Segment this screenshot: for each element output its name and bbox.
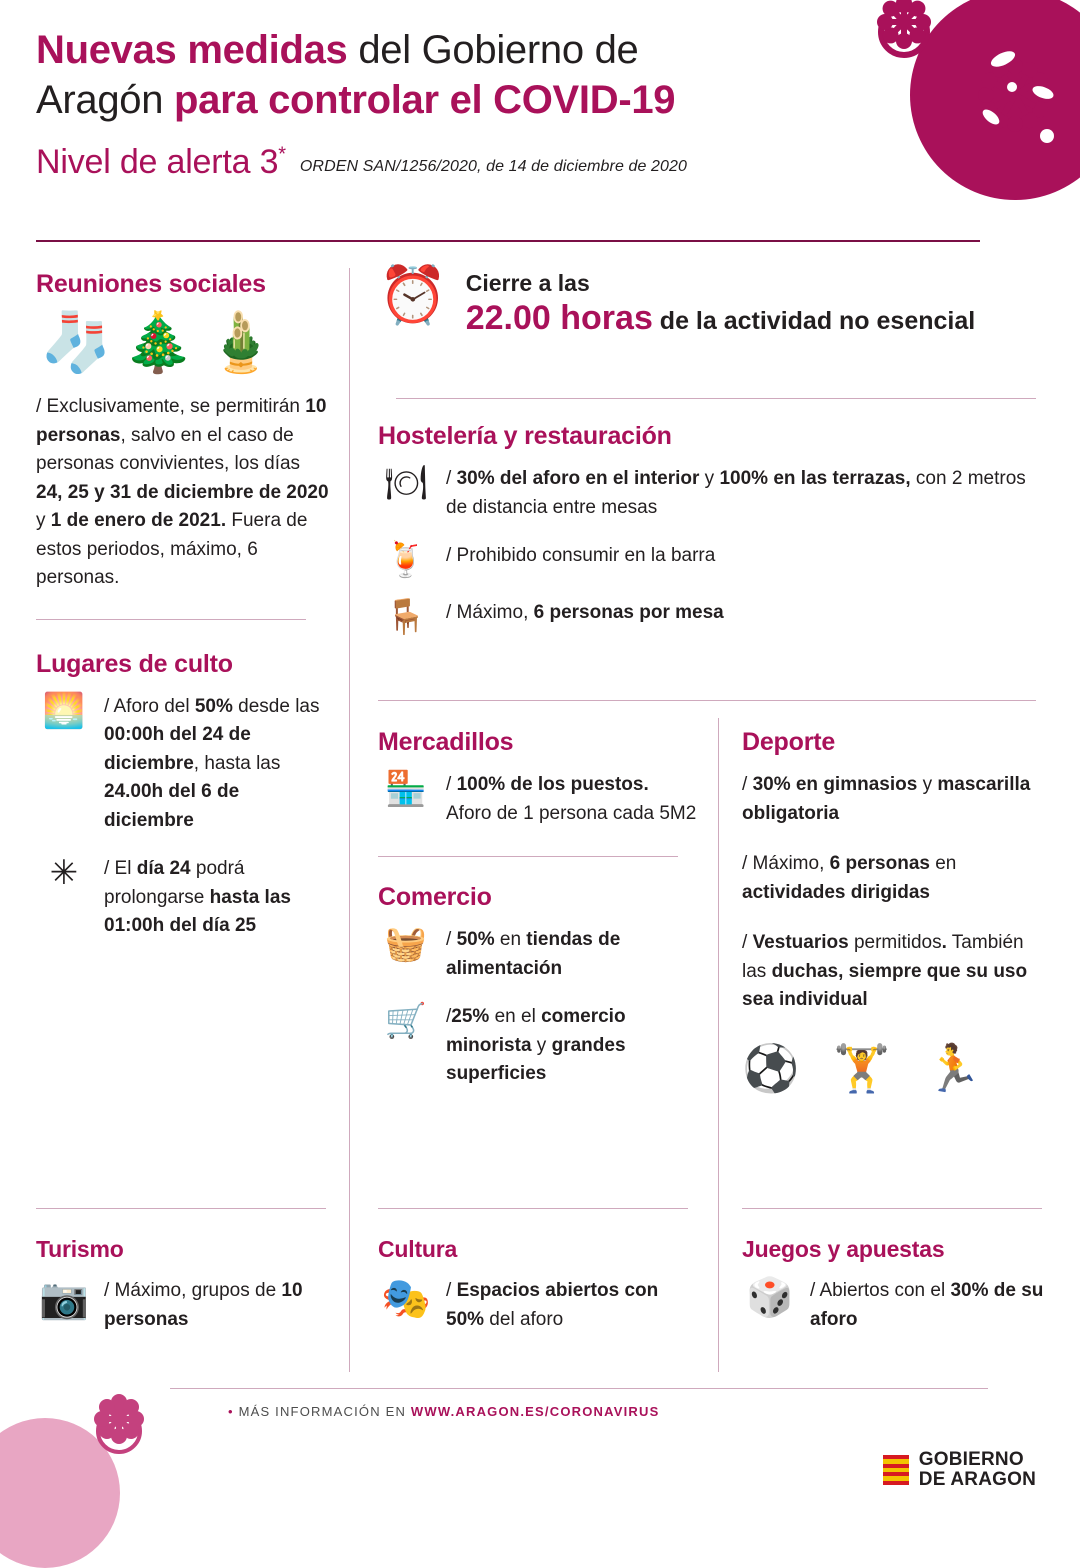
section-heading-worship: Lugares de culto: [36, 649, 233, 678]
title-line2-part-1: Aragón: [36, 77, 174, 122]
grocery-basket-icon: 🧺: [384, 924, 428, 964]
left-divider-1: [36, 619, 306, 620]
worship-item-1-text: / Aforo del 50% desde las 00:00h del 24 de diciembre, hasta las 24.00h del 6 de diciembre: [104, 695, 320, 831]
coronavirus-graphic-bottom-left-small: [96, 1408, 142, 1454]
title-line2-part-2: para controlar el COVID-19: [174, 77, 676, 122]
gambling-item: [742, 1277, 1052, 1334]
closing-label: Cierre a las: [465, 270, 590, 296]
market-stall-icon: 🏪: [384, 769, 428, 809]
hospitality-item-2-text: / Prohibido consumir en la barra: [446, 545, 716, 566]
theatre-masks-icon: 🎭: [381, 1276, 431, 1322]
social-rules-text: / Exclusivamente, se permitirán 10 personas, salvo en el caso de personas convivientes, los días 24, 25 y 31 de diciembre de 2020 y 1 de enero de 2021. Fuera de estos periodos, máximo, 6 personas.: [36, 396, 329, 588]
dice-icon: 🎲: [746, 1275, 794, 1319]
culture-item-text: / Espacios abiertos con 50% del aforo: [446, 1280, 659, 1330]
footer-info-label: MÁS INFORMACIÓN EN: [238, 1404, 411, 1419]
middle-divider-2: [378, 700, 1036, 701]
tourism-item: [36, 1277, 336, 1334]
culture-item: [378, 1277, 698, 1334]
closing-time-block: [378, 263, 1048, 338]
middle-divider-3: [378, 856, 678, 857]
sunrise-icon: 🌅: [42, 690, 86, 731]
section-heading-tourism: Turismo: [36, 1236, 124, 1262]
title-part-1: Nuevas medidas: [36, 28, 348, 72]
running-icon: 🏃: [924, 1040, 982, 1095]
closing-hours-row: [466, 299, 975, 338]
closing-hours: 22.00 horas: [465, 299, 653, 337]
section-heading-social: Reuniones sociales: [36, 270, 266, 298]
footer-info-url[interactable]: WWW.ARAGON.ES/CORONAVIRUS: [410, 1404, 660, 1419]
page-title: [36, 26, 916, 125]
christmas-icons-row: [40, 308, 331, 376]
order-reference: ORDEN SAN/1256/2020, de 14 de diciembre de 2020: [299, 158, 688, 176]
cocktail-icon: 🍹: [384, 540, 428, 580]
alert-level-row: [36, 143, 916, 182]
soccer-ball-icon: ⚽: [742, 1040, 800, 1095]
commerce-item-2: [378, 1003, 698, 1089]
middle-divider-1: [396, 398, 1036, 399]
header-divider: [36, 240, 980, 242]
hospitality-section: [378, 422, 1048, 657]
section-heading-commerce: Comercio: [378, 883, 492, 911]
table-chairs-icon: 🪑: [384, 597, 428, 638]
commerce-item-1: [378, 926, 698, 983]
column-divider-right: [718, 718, 719, 1372]
footer-bullet: •: [228, 1404, 234, 1419]
sport-icons-row: [742, 1041, 1052, 1096]
footer-info: [228, 1404, 659, 1419]
worship-item-1: [36, 690, 331, 836]
markets-item: [378, 771, 698, 828]
culture-section: [378, 1236, 698, 1354]
camera-icon: 📷: [39, 1276, 89, 1322]
section-heading-culture: Cultura: [378, 1236, 458, 1262]
bottom-divider-mid: [378, 1208, 688, 1209]
closing-rest: de la actividad no esencial: [652, 307, 976, 335]
government-logo-text: [919, 1450, 1036, 1490]
shopping-cart-icon: 🛒: [384, 1001, 428, 1041]
alert-level-asterisk: *: [278, 143, 286, 166]
star-icon: ✳: [49, 853, 79, 893]
hospitality-item-1: [378, 465, 1048, 522]
food-tray-icon: 🍽: [384, 463, 428, 503]
tourism-item-text: / Máximo, grupos de 10 personas: [104, 1280, 303, 1330]
column-divider-left: [349, 268, 350, 1372]
section-heading-markets: Mercadillos: [378, 728, 514, 756]
section-heading-sport: Deporte: [742, 728, 836, 756]
logo-line-2: DE ARAGON: [918, 1469, 1036, 1491]
hospitality-item-1-text: / 30% del aforo en el interior y 100% en las terrazas, con 2 metros de distancia entre mesas: [446, 468, 1026, 518]
section-heading-gambling: Juegos y apuestas: [742, 1236, 945, 1262]
weightlifting-icon: 🏋: [833, 1040, 891, 1095]
sport-item-3-text: / Vestuarios permitidos. También las duchas, siempre que su uso sea individual: [742, 932, 1028, 1010]
commerce-item-2-text: /25% en el comercio minorista y grandes superficies: [446, 1006, 626, 1084]
bottom-divider-left: [36, 1208, 326, 1209]
sport-item-1-text: / 30% en gimnasios y mascarilla obligatoria: [742, 774, 1031, 824]
title-part-2: del Gobierno de: [347, 28, 639, 72]
hospitality-item-3-text: / Máximo, 6 personas por mesa: [446, 602, 724, 624]
gambling-section: [742, 1236, 1052, 1354]
christmas-stocking-icon: 🧦: [40, 308, 113, 376]
christmas-tree-icon: 🎄: [122, 308, 195, 376]
bottom-divider-right: [742, 1208, 1042, 1209]
hospitality-item-2: [378, 542, 1048, 579]
header: [36, 26, 916, 182]
government-logo: [883, 1450, 1036, 1490]
section-heading-hospitality: Hostelería y restauración: [378, 422, 672, 450]
logo-line-1: GOBIERNO: [918, 1449, 1024, 1471]
gambling-item-text: / Abiertos con el 30% de su aforo: [810, 1280, 1044, 1330]
footer-divider: [170, 1388, 988, 1389]
alert-level: [36, 143, 286, 182]
sport-item-2-text: / Máximo, 6 personas en actividades dirigidas: [742, 853, 957, 903]
alarm-clock-icon: ⏰: [378, 263, 448, 328]
tourism-section: [36, 1236, 336, 1354]
worship-item-2: [36, 855, 331, 941]
aragon-flag-icon: [883, 1455, 909, 1485]
markets-item-text: / 100% de los puestos. Aforo de 1 persona cada 5M2: [446, 774, 697, 824]
commerce-item-1-text: / 50% en tiendas de alimentación: [446, 929, 621, 979]
hospitality-item-3: [378, 599, 1048, 636]
worship-item-2-text: / El día 24 podrá prolongarse hasta las 01:00h del día 25: [104, 858, 291, 936]
middle-column: [378, 728, 698, 1109]
coronavirus-graphic-large: [910, 0, 1080, 200]
christmas-bauble-icon: 🎍: [204, 308, 277, 376]
right-column: [742, 728, 1052, 1096]
left-column: [36, 270, 331, 961]
alert-level-text: Nivel de alerta 3: [36, 143, 279, 182]
